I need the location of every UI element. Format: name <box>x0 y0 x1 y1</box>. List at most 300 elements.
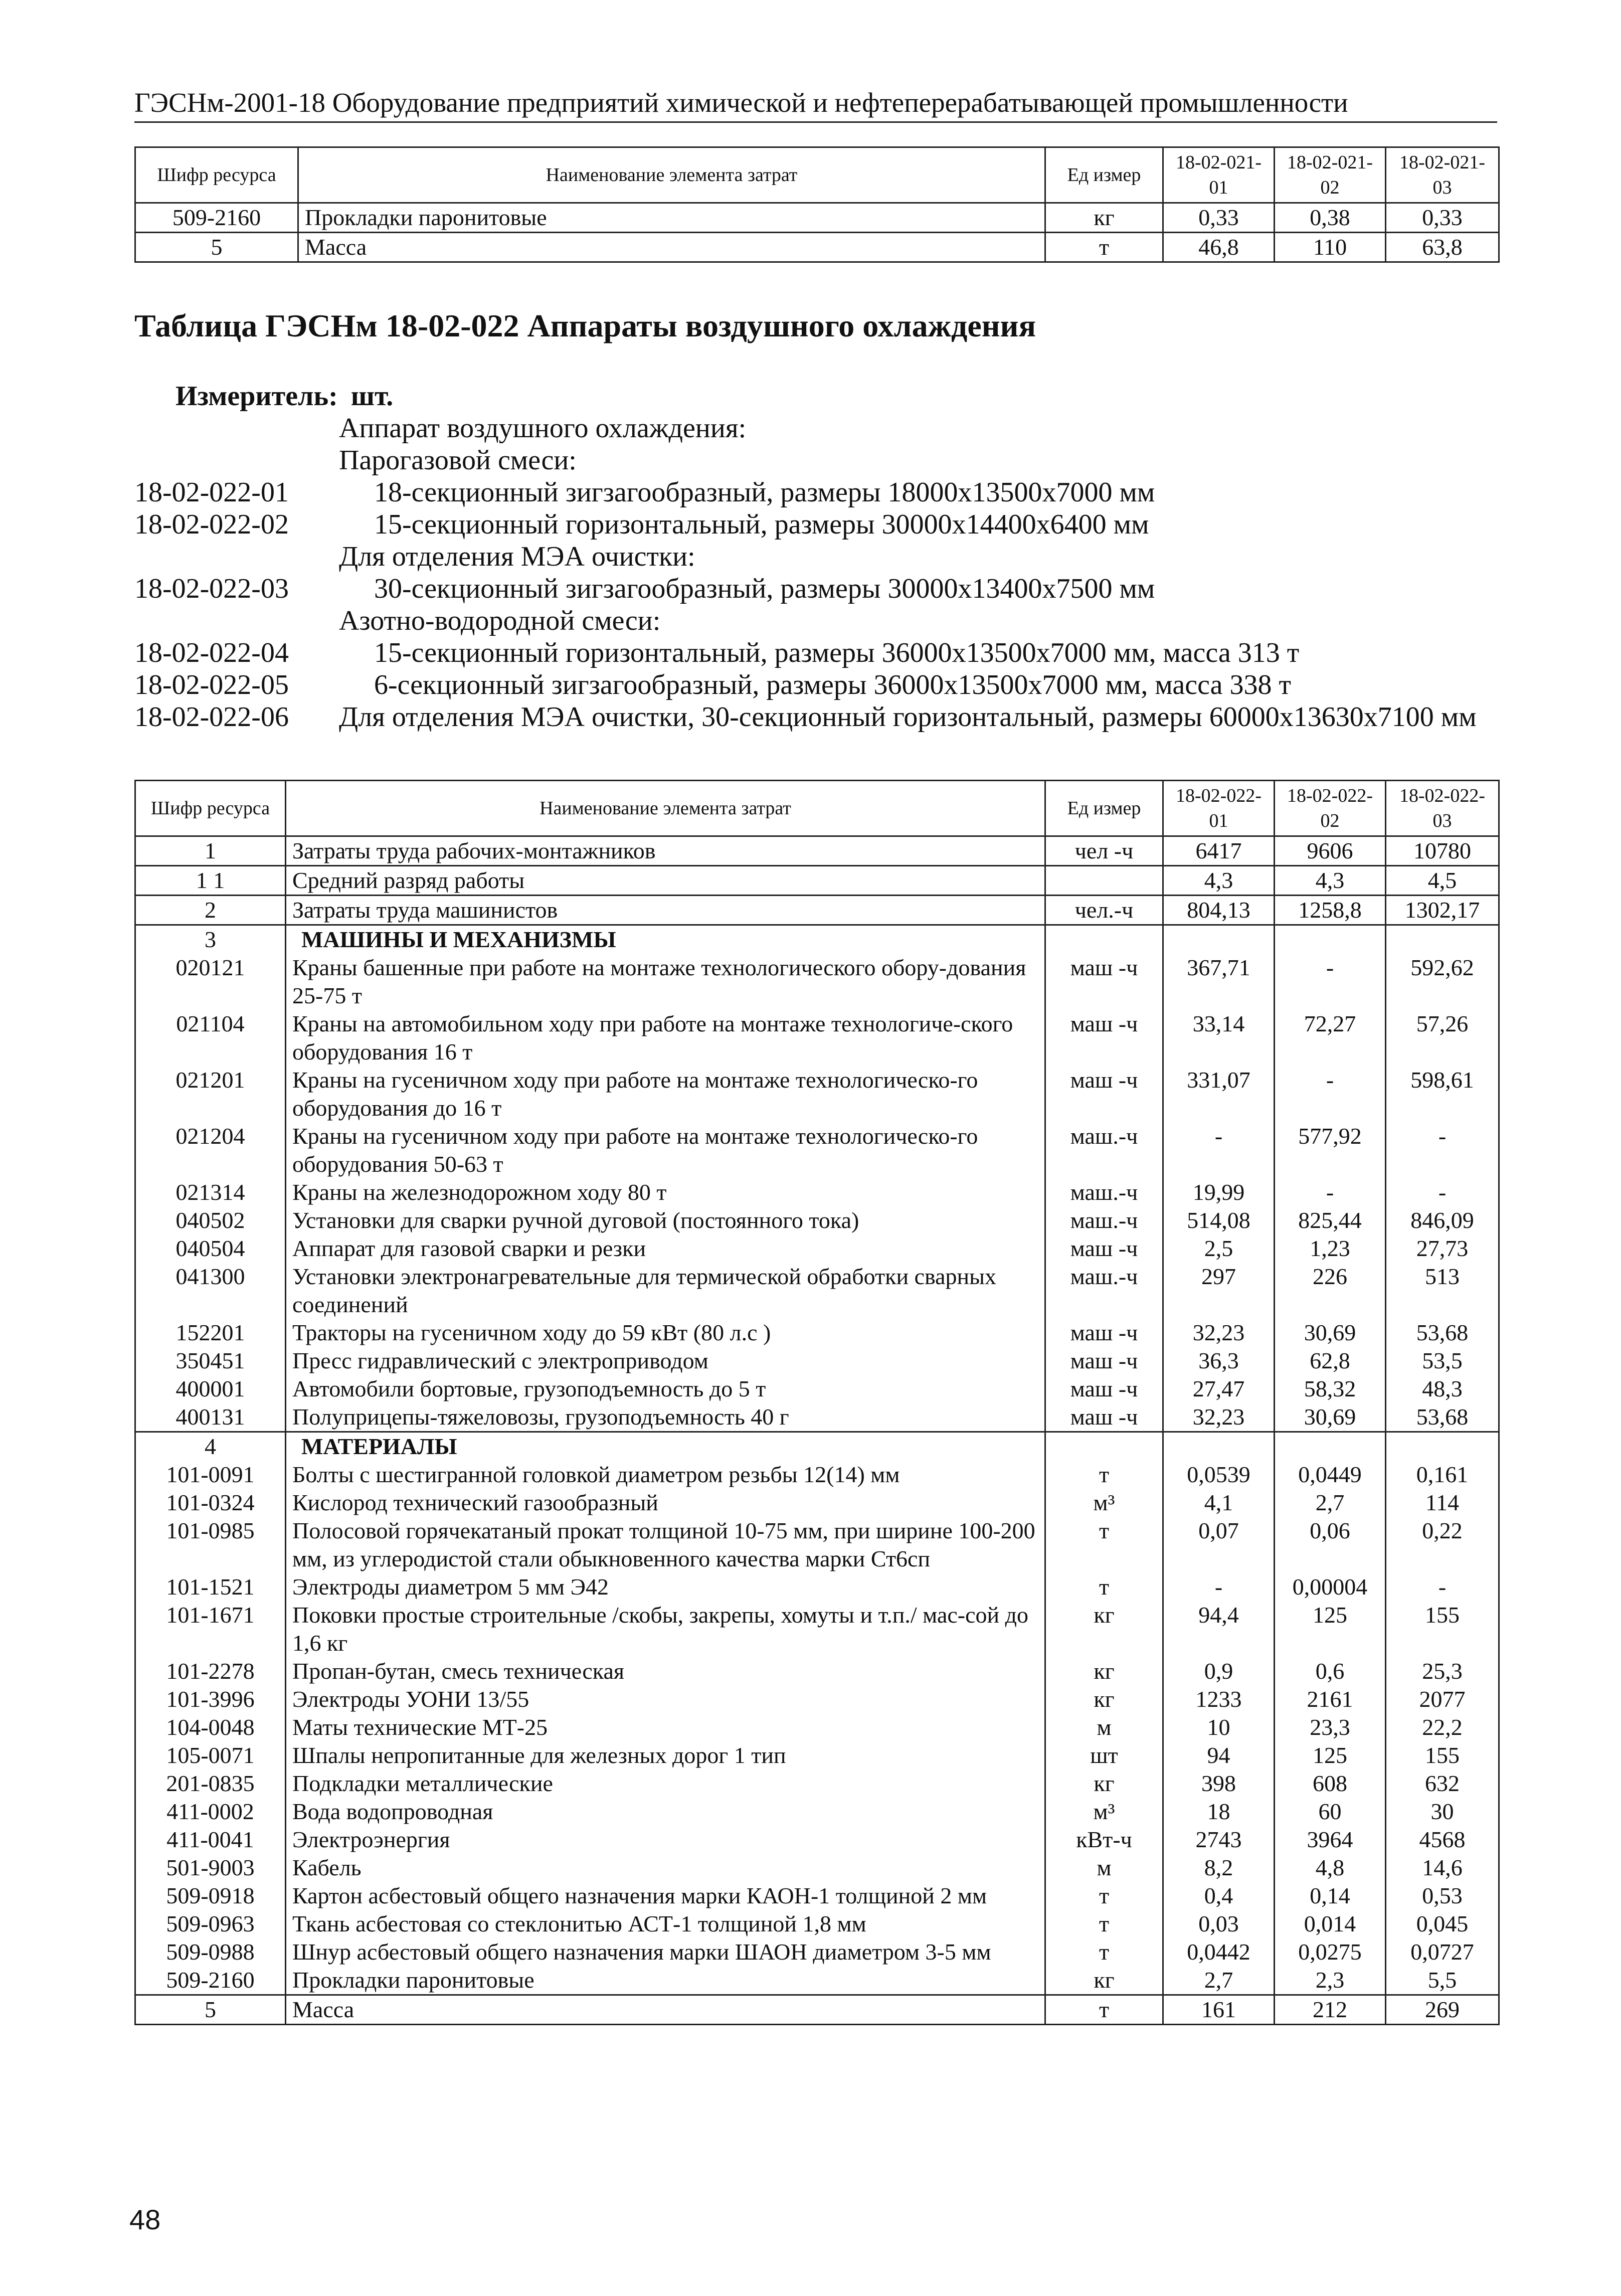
resource-code: 101-3996 <box>135 1685 286 1713</box>
norm-value-2: 0,0275 <box>1275 1938 1386 1966</box>
cost-element-name: Средний разряд работы <box>286 866 1045 896</box>
unit-cell: маш.-ч <box>1045 1206 1163 1234</box>
unit-cell: м³ <box>1045 1489 1163 1517</box>
spec-line <box>134 412 1498 444</box>
resource-code: 021204 <box>135 1122 286 1178</box>
table-title: Таблица ГЭСНм 18-02-022 Аппараты воздушного охлаждения <box>134 308 1036 343</box>
norm-value-1: 6417 <box>1163 836 1275 866</box>
norm-value-2: 1258,8 <box>1275 896 1386 925</box>
norm-value-2: - <box>1275 1178 1386 1206</box>
header-norm-3: 18-02-022-03 <box>1386 781 1499 836</box>
cost-element-name: МАТЕРИАЛЫ <box>286 1432 1045 1461</box>
header-cost-element: Наименование элемента затрат <box>298 147 1045 203</box>
norm-value-2: 226 <box>1275 1263 1386 1319</box>
table-header-row <box>135 147 1499 203</box>
unit-cell <box>1045 1432 1163 1461</box>
resource-code: 5 <box>135 233 298 262</box>
norm-value-2: 3964 <box>1275 1826 1386 1854</box>
unit-cell <box>1045 866 1163 896</box>
norm-value-1: 331,07 <box>1163 1066 1275 1122</box>
norm-value-1: 2,5 <box>1163 1234 1275 1263</box>
cost-element-name: Масса <box>286 1995 1045 2025</box>
header-norm-1: 18-02-022-01 <box>1163 781 1275 836</box>
norm-code: 18-02-022-05 <box>134 669 289 700</box>
norm-value-2: 825,44 <box>1275 1206 1386 1234</box>
resource-code: 509-0918 <box>135 1882 286 1910</box>
cost-element-name: Установки для сварки ручной дуговой (постоянного тока) <box>286 1206 1045 1234</box>
cost-element-name: Тракторы на гусеничном ходу до 59 кВт (80 л.с ) <box>286 1319 1045 1347</box>
table-row <box>135 233 1499 262</box>
norm-value-2: 577,92 <box>1275 1122 1386 1178</box>
norm-code: 18-02-022-04 <box>134 637 289 668</box>
unit-cell: маш -ч <box>1045 1375 1163 1403</box>
cost-element-name: Шпалы непропитанные для железных дорог 1 тип <box>286 1741 1045 1770</box>
norm-value-1: 0,4 <box>1163 1882 1275 1910</box>
norm-value-2: 30,69 <box>1275 1403 1386 1432</box>
cost-element-name: Картон асбестовый общего назначения марки КАОН-1 толщиной 2 мм <box>286 1882 1045 1910</box>
norm-value-1 <box>1163 925 1275 954</box>
cost-element-name: Затраты труда рабочих-монтажников <box>286 836 1045 866</box>
norm-value-3: 0,33 <box>1386 203 1499 233</box>
norm-value-1: 4,1 <box>1163 1489 1275 1517</box>
norm-value-3: 4568 <box>1386 1826 1499 1854</box>
spec-line <box>134 669 1498 701</box>
norm-value-3: 269 <box>1386 1995 1499 2025</box>
cost-element-name: Ткань асбестовая со стеклонитью АСТ-1 толщиной 1,8 мм <box>286 1910 1045 1938</box>
main-resource-table <box>134 780 1500 2025</box>
spec-line <box>134 444 1498 476</box>
cost-element-name: Затраты труда машинистов <box>286 896 1045 925</box>
table-row <box>135 1938 1499 1966</box>
norm-value-1: 1233 <box>1163 1685 1275 1713</box>
norm-value-1: 0,0442 <box>1163 1938 1275 1966</box>
norm-value-1: 94,4 <box>1163 1601 1275 1657</box>
norm-code <box>134 541 339 573</box>
cost-element-name: Электроэнергия <box>286 1826 1045 1854</box>
norm-value-3: 25,3 <box>1386 1657 1499 1685</box>
cost-element-name: Кабель <box>286 1854 1045 1882</box>
norm-value-2: 0,06 <box>1275 1517 1386 1573</box>
norm-value-3: 0,0727 <box>1386 1938 1499 1966</box>
header-norm-1: 18-02-021-01 <box>1163 147 1275 203</box>
cost-element-name: Прокладки паронитовые <box>286 1966 1045 1995</box>
table-row <box>135 1517 1499 1573</box>
norm-value-3: - <box>1386 1122 1499 1178</box>
table-row <box>135 1489 1499 1517</box>
norm-code: 18-02-022-06 <box>134 701 289 733</box>
cost-element-name: Электроды УОНИ 13/55 <box>286 1685 1045 1713</box>
unit-cell: кг <box>1045 1770 1163 1798</box>
resource-code: 101-1671 <box>135 1601 286 1657</box>
norm-value-2: 60 <box>1275 1798 1386 1826</box>
cost-element-name: Подкладки металлические <box>286 1770 1045 1798</box>
cost-element-name: Маты технические МТ-25 <box>286 1713 1045 1741</box>
norm-value-3: 14,6 <box>1386 1854 1499 1882</box>
norm-value-2: - <box>1275 954 1386 1010</box>
table-row <box>135 1178 1499 1206</box>
norm-value-1: 0,33 <box>1163 203 1275 233</box>
table-row <box>135 1122 1499 1178</box>
table-row <box>135 1854 1499 1882</box>
unit-cell: т <box>1045 1517 1163 1573</box>
table-row <box>135 896 1499 925</box>
unit-cell: маш -ч <box>1045 1066 1163 1122</box>
norm-value-1: 0,07 <box>1163 1517 1275 1573</box>
norm-value-1: 4,3 <box>1163 866 1275 896</box>
norm-value-1: 0,03 <box>1163 1910 1275 1938</box>
cost-element-name: Установки электронагревательные для термической обработки сварных соединений <box>286 1263 1045 1319</box>
unit-cell: маш -ч <box>1045 1234 1163 1263</box>
norm-value-1: 0,0539 <box>1163 1461 1275 1489</box>
unit-cell: т <box>1045 1461 1163 1489</box>
norm-value-3 <box>1386 1432 1499 1461</box>
norm-value-1: 46,8 <box>1163 233 1275 262</box>
unit-cell <box>1045 925 1163 954</box>
norm-value-1: 33,14 <box>1163 1010 1275 1066</box>
unit-cell: т <box>1045 233 1163 262</box>
norm-value-2: 0,0449 <box>1275 1461 1386 1489</box>
norm-value-1: 10 <box>1163 1713 1275 1741</box>
table-row <box>135 1910 1499 1938</box>
norm-value-2: 4,8 <box>1275 1854 1386 1882</box>
norm-value-2: 0,38 <box>1275 203 1386 233</box>
table-row <box>135 1347 1499 1375</box>
norm-value-3: 155 <box>1386 1741 1499 1770</box>
norm-value-1: 94 <box>1163 1741 1275 1770</box>
norm-value-1: 32,23 <box>1163 1403 1275 1432</box>
norm-value-3: 846,09 <box>1386 1206 1499 1234</box>
table-row <box>135 1010 1499 1066</box>
norm-description: Аппарат воздушного охлаждения: <box>339 413 747 444</box>
table-header-row <box>135 781 1499 836</box>
running-head: ГЭСНм-2001-18 Оборудование предприятий химической и нефтеперерабатывающей промышленности <box>134 85 1497 123</box>
norm-value-2: 62,8 <box>1275 1347 1386 1375</box>
page-number: 48 <box>129 2204 161 2235</box>
table-row <box>135 1263 1499 1319</box>
table-row <box>135 1995 1499 2025</box>
spec-line <box>134 637 1498 669</box>
table-row <box>135 1798 1499 1826</box>
norm-code <box>134 412 339 444</box>
norm-value-2: 30,69 <box>1275 1319 1386 1347</box>
resource-code: 021201 <box>135 1066 286 1122</box>
resource-code: 4 <box>135 1432 286 1461</box>
norm-value-2: 0,00004 <box>1275 1573 1386 1601</box>
spec-line <box>134 701 1498 733</box>
resource-code: 201-0835 <box>135 1770 286 1798</box>
cost-element-name: Шнур асбестовый общего назначения марки ШАОН диаметром 3-5 мм <box>286 1938 1045 1966</box>
resource-code: 021104 <box>135 1010 286 1066</box>
cost-element-name: Полуприцепы-тяжеловозы, грузоподъемность 40 г <box>286 1403 1045 1432</box>
header-norm-2: 18-02-021-02 <box>1275 147 1386 203</box>
resource-code: 101-0091 <box>135 1461 286 1489</box>
norm-value-2: 0,014 <box>1275 1910 1386 1938</box>
norm-value-3: 48,3 <box>1386 1375 1499 1403</box>
norm-code <box>134 444 339 476</box>
norm-value-1 <box>1163 1432 1275 1461</box>
norm-value-2: 0,6 <box>1275 1657 1386 1685</box>
spec-line <box>134 508 1498 541</box>
unit-cell: маш -ч <box>1045 1319 1163 1347</box>
norm-value-1: 161 <box>1163 1995 1275 2025</box>
cost-element-name: Вода водопроводная <box>286 1798 1045 1826</box>
norm-description: 15-секционный горизонтальный, размеры 36000х13500х7000 мм, масса 313 т <box>374 637 1300 668</box>
norm-value-2: 125 <box>1275 1741 1386 1770</box>
norm-value-1: 514,08 <box>1163 1206 1275 1234</box>
norm-value-3: 114 <box>1386 1489 1499 1517</box>
norm-value-1: 2743 <box>1163 1826 1275 1854</box>
unit-cell: кг <box>1045 1657 1163 1685</box>
unit-cell: т <box>1045 1910 1163 1938</box>
unit-cell: м <box>1045 1854 1163 1882</box>
resource-code: 152201 <box>135 1319 286 1347</box>
norm-description: 6-секционный зигзагообразный, размеры 36000х13500х7000 мм, масса 338 т <box>374 669 1291 700</box>
norm-value-3: 2077 <box>1386 1685 1499 1713</box>
unit-cell: кВт-ч <box>1045 1826 1163 1854</box>
norm-value-1: 2,7 <box>1163 1966 1275 1995</box>
header-norm-2: 18-02-022-02 <box>1275 781 1386 836</box>
table-row <box>135 1375 1499 1403</box>
resource-code: 104-0048 <box>135 1713 286 1741</box>
norm-value-1: 27,47 <box>1163 1375 1275 1403</box>
norm-value-3: 53,5 <box>1386 1347 1499 1375</box>
norm-value-3 <box>1386 925 1499 954</box>
resource-code: 350451 <box>135 1347 286 1375</box>
cost-element-name: МАШИНЫ И МЕХАНИЗМЫ <box>286 925 1045 954</box>
norm-value-3: 598,61 <box>1386 1066 1499 1122</box>
unit-cell: маш -ч <box>1045 1403 1163 1432</box>
table-row <box>135 1573 1499 1601</box>
resource-code: 509-0988 <box>135 1938 286 1966</box>
cost-element-name: Краны на автомобильном ходу при работе на монтаже технологиче-ского оборудования 16 т <box>286 1010 1045 1066</box>
table-row <box>135 1234 1499 1263</box>
cost-element-name: Прокладки паронитовые <box>298 203 1045 233</box>
cost-element-name: Краны на железнодорожном ходу 80 т <box>286 1178 1045 1206</box>
table-row <box>135 1882 1499 1910</box>
table-row <box>135 203 1499 233</box>
norm-value-3: 10780 <box>1386 836 1499 866</box>
cost-element-name: Краны на гусеничном ходу при работе на монтаже технологическо-го оборудования 50-63 т <box>286 1122 1045 1178</box>
table-row <box>135 1319 1499 1347</box>
resource-code: 101-1521 <box>135 1573 286 1601</box>
unit-cell: т <box>1045 1938 1163 1966</box>
resource-code: 2 <box>135 896 286 925</box>
norm-value-3: 4,5 <box>1386 866 1499 896</box>
top-table-body <box>135 203 1499 262</box>
norm-value-1: 8,2 <box>1163 1854 1275 1882</box>
resource-code: 041300 <box>135 1263 286 1319</box>
table-row <box>135 925 1499 954</box>
unit-cell: маш.-ч <box>1045 1178 1163 1206</box>
norm-value-3: 632 <box>1386 1770 1499 1798</box>
table-row <box>135 1461 1499 1489</box>
norm-value-2: 2,3 <box>1275 1966 1386 1995</box>
unit-cell: маш -ч <box>1045 1347 1163 1375</box>
norm-value-3: 27,73 <box>1386 1234 1499 1263</box>
cost-element-name: Масса <box>298 233 1045 262</box>
resource-code: 021314 <box>135 1178 286 1206</box>
resource-code: 101-2278 <box>135 1657 286 1685</box>
cost-element-name: Аппарат для газовой сварки и резки <box>286 1234 1045 1263</box>
norm-code: 18-02-022-01 <box>134 477 289 508</box>
resource-code: 105-0071 <box>135 1741 286 1770</box>
norm-value-2: 608 <box>1275 1770 1386 1798</box>
norm-value-2 <box>1275 925 1386 954</box>
resource-code: 040504 <box>135 1234 286 1263</box>
norm-description: Для отделения МЭА очистки: <box>339 541 695 572</box>
norm-value-1: 398 <box>1163 1770 1275 1798</box>
norm-value-3: 0,53 <box>1386 1882 1499 1910</box>
norm-value-1: 297 <box>1163 1263 1275 1319</box>
spec-line <box>134 476 1498 508</box>
resource-code: 400131 <box>135 1403 286 1432</box>
norm-value-3: 53,68 <box>1386 1403 1499 1432</box>
resource-code: 3 <box>135 925 286 954</box>
cost-element-name: Поковки простые строительные /скобы, закрепы, хомуты и т.п./ мас-сой до 1,6 кг <box>286 1601 1045 1657</box>
norm-code <box>134 605 339 637</box>
table-row <box>135 1657 1499 1685</box>
norm-value-2: 125 <box>1275 1601 1386 1657</box>
unit-cell: шт <box>1045 1741 1163 1770</box>
table-row <box>135 1741 1499 1770</box>
norm-value-1: 32,23 <box>1163 1319 1275 1347</box>
norm-value-2: 110 <box>1275 233 1386 262</box>
header-unit: Ед измер <box>1045 147 1163 203</box>
norm-value-2: 72,27 <box>1275 1010 1386 1066</box>
meter-value: шт. <box>350 381 394 412</box>
unit-cell: т <box>1045 1573 1163 1601</box>
unit-cell: маш.-ч <box>1045 1263 1163 1319</box>
norm-value-3: 592,62 <box>1386 954 1499 1010</box>
resource-code: 411-0041 <box>135 1826 286 1854</box>
norm-value-2: 212 <box>1275 1995 1386 2025</box>
norm-value-3: 63,8 <box>1386 233 1499 262</box>
norm-specification-list <box>134 412 1498 733</box>
norm-value-1: 367,71 <box>1163 954 1275 1010</box>
norm-code: 18-02-022-02 <box>134 509 289 540</box>
norm-description: Азотно-водородной смеси: <box>339 605 661 636</box>
norm-value-3: 0,22 <box>1386 1517 1499 1573</box>
unit-cell: чел.-ч <box>1045 896 1163 925</box>
norm-value-1: 19,99 <box>1163 1178 1275 1206</box>
norm-description: Для отделения МЭА очистки, 30-секционный горизонтальный, размеры 60000х13630х7100 мм <box>339 701 1477 733</box>
norm-value-3: 57,26 <box>1386 1010 1499 1066</box>
norm-value-2: 0,14 <box>1275 1882 1386 1910</box>
cost-element-name: Кислород технический газообразный <box>286 1489 1045 1517</box>
resource-code: 501-9003 <box>135 1854 286 1882</box>
table-row <box>135 1770 1499 1798</box>
norm-value-3: 155 <box>1386 1601 1499 1657</box>
norm-description: Парогазовой смеси: <box>339 445 577 476</box>
table-row <box>135 1432 1499 1461</box>
main-table-body <box>135 836 1499 2025</box>
cost-element-name: Болты с шестигранной головкой диаметром резьбы 12(14) мм <box>286 1461 1045 1489</box>
spec-line <box>134 605 1498 637</box>
resource-code: 040502 <box>135 1206 286 1234</box>
norm-value-3: 5,5 <box>1386 1966 1499 1995</box>
table-row <box>135 1066 1499 1122</box>
top-resource-table <box>134 146 1500 263</box>
norm-value-1: - <box>1163 1573 1275 1601</box>
table-row <box>135 836 1499 866</box>
unit-cell: т <box>1045 1995 1163 2025</box>
table-row <box>135 1403 1499 1432</box>
header-resource-code: Шифр ресурса <box>135 147 298 203</box>
table-row <box>135 954 1499 1010</box>
table-row <box>135 1601 1499 1657</box>
cost-element-name: Краны башенные при работе на монтаже технологического обору-дования 25-75 т <box>286 954 1045 1010</box>
norm-value-3: 30 <box>1386 1798 1499 1826</box>
norm-value-3: 513 <box>1386 1263 1499 1319</box>
header-norm-3: 18-02-021-03 <box>1386 147 1499 203</box>
resource-code: 020121 <box>135 954 286 1010</box>
header-resource-code: Шифр ресурса <box>135 781 286 836</box>
norm-description: 18-секционный зигзагообразный, размеры 18000х13500х7000 мм <box>374 477 1155 508</box>
unit-cell: кг <box>1045 203 1163 233</box>
norm-value-2: - <box>1275 1066 1386 1122</box>
unit-cell: чел -ч <box>1045 836 1163 866</box>
resource-code: 101-0985 <box>135 1517 286 1573</box>
unit-cell: м <box>1045 1713 1163 1741</box>
table-row <box>135 1685 1499 1713</box>
norm-value-1: 36,3 <box>1163 1347 1275 1375</box>
norm-value-1: 804,13 <box>1163 896 1275 925</box>
norm-value-3: 0,161 <box>1386 1461 1499 1489</box>
norm-value-3: 1302,17 <box>1386 896 1499 925</box>
unit-cell: маш -ч <box>1045 1010 1163 1066</box>
table-row <box>135 1206 1499 1234</box>
cost-element-name: Электроды диаметром 5 мм Э42 <box>286 1573 1045 1601</box>
meter-line <box>175 380 393 412</box>
resource-code: 411-0002 <box>135 1798 286 1826</box>
norm-value-2 <box>1275 1432 1386 1461</box>
norm-value-3: - <box>1386 1573 1499 1601</box>
resource-code: 400001 <box>135 1375 286 1403</box>
cost-element-name: Пресс гидравлический с электроприводом <box>286 1347 1045 1375</box>
norm-value-3: 22,2 <box>1386 1713 1499 1741</box>
norm-value-1: 0,9 <box>1163 1657 1275 1685</box>
resource-code: 1 1 <box>135 866 286 896</box>
resource-code: 101-0324 <box>135 1489 286 1517</box>
norm-value-2: 2,7 <box>1275 1489 1386 1517</box>
unit-cell: т <box>1045 1882 1163 1910</box>
norm-value-1: - <box>1163 1122 1275 1178</box>
spec-line <box>134 541 1498 573</box>
norm-value-2: 1,23 <box>1275 1234 1386 1263</box>
cost-element-name: Автомобили бортовые, грузоподъемность до 5 т <box>286 1375 1045 1403</box>
table-row <box>135 1713 1499 1741</box>
unit-cell: маш -ч <box>1045 954 1163 1010</box>
unit-cell: маш.-ч <box>1045 1122 1163 1178</box>
cost-element-name: Пропан-бутан, смесь техническая <box>286 1657 1045 1685</box>
resource-code: 509-2160 <box>135 203 298 233</box>
resource-code: 5 <box>135 1995 286 2025</box>
resource-code: 509-0963 <box>135 1910 286 1938</box>
norm-value-3: - <box>1386 1178 1499 1206</box>
unit-cell: кг <box>1045 1685 1163 1713</box>
norm-value-2: 58,32 <box>1275 1375 1386 1403</box>
table-row <box>135 1966 1499 1995</box>
table-row <box>135 866 1499 896</box>
norm-value-3: 53,68 <box>1386 1319 1499 1347</box>
unit-cell: кг <box>1045 1601 1163 1657</box>
norm-code: 18-02-022-03 <box>134 573 289 604</box>
resource-code: 509-2160 <box>135 1966 286 1995</box>
norm-description: 30-секционный зигзагообразный, размеры 30000х13400х7500 мм <box>374 573 1155 604</box>
table-row <box>135 1826 1499 1854</box>
header-unit: Ед измер <box>1045 781 1163 836</box>
norm-value-3: 0,045 <box>1386 1910 1499 1938</box>
